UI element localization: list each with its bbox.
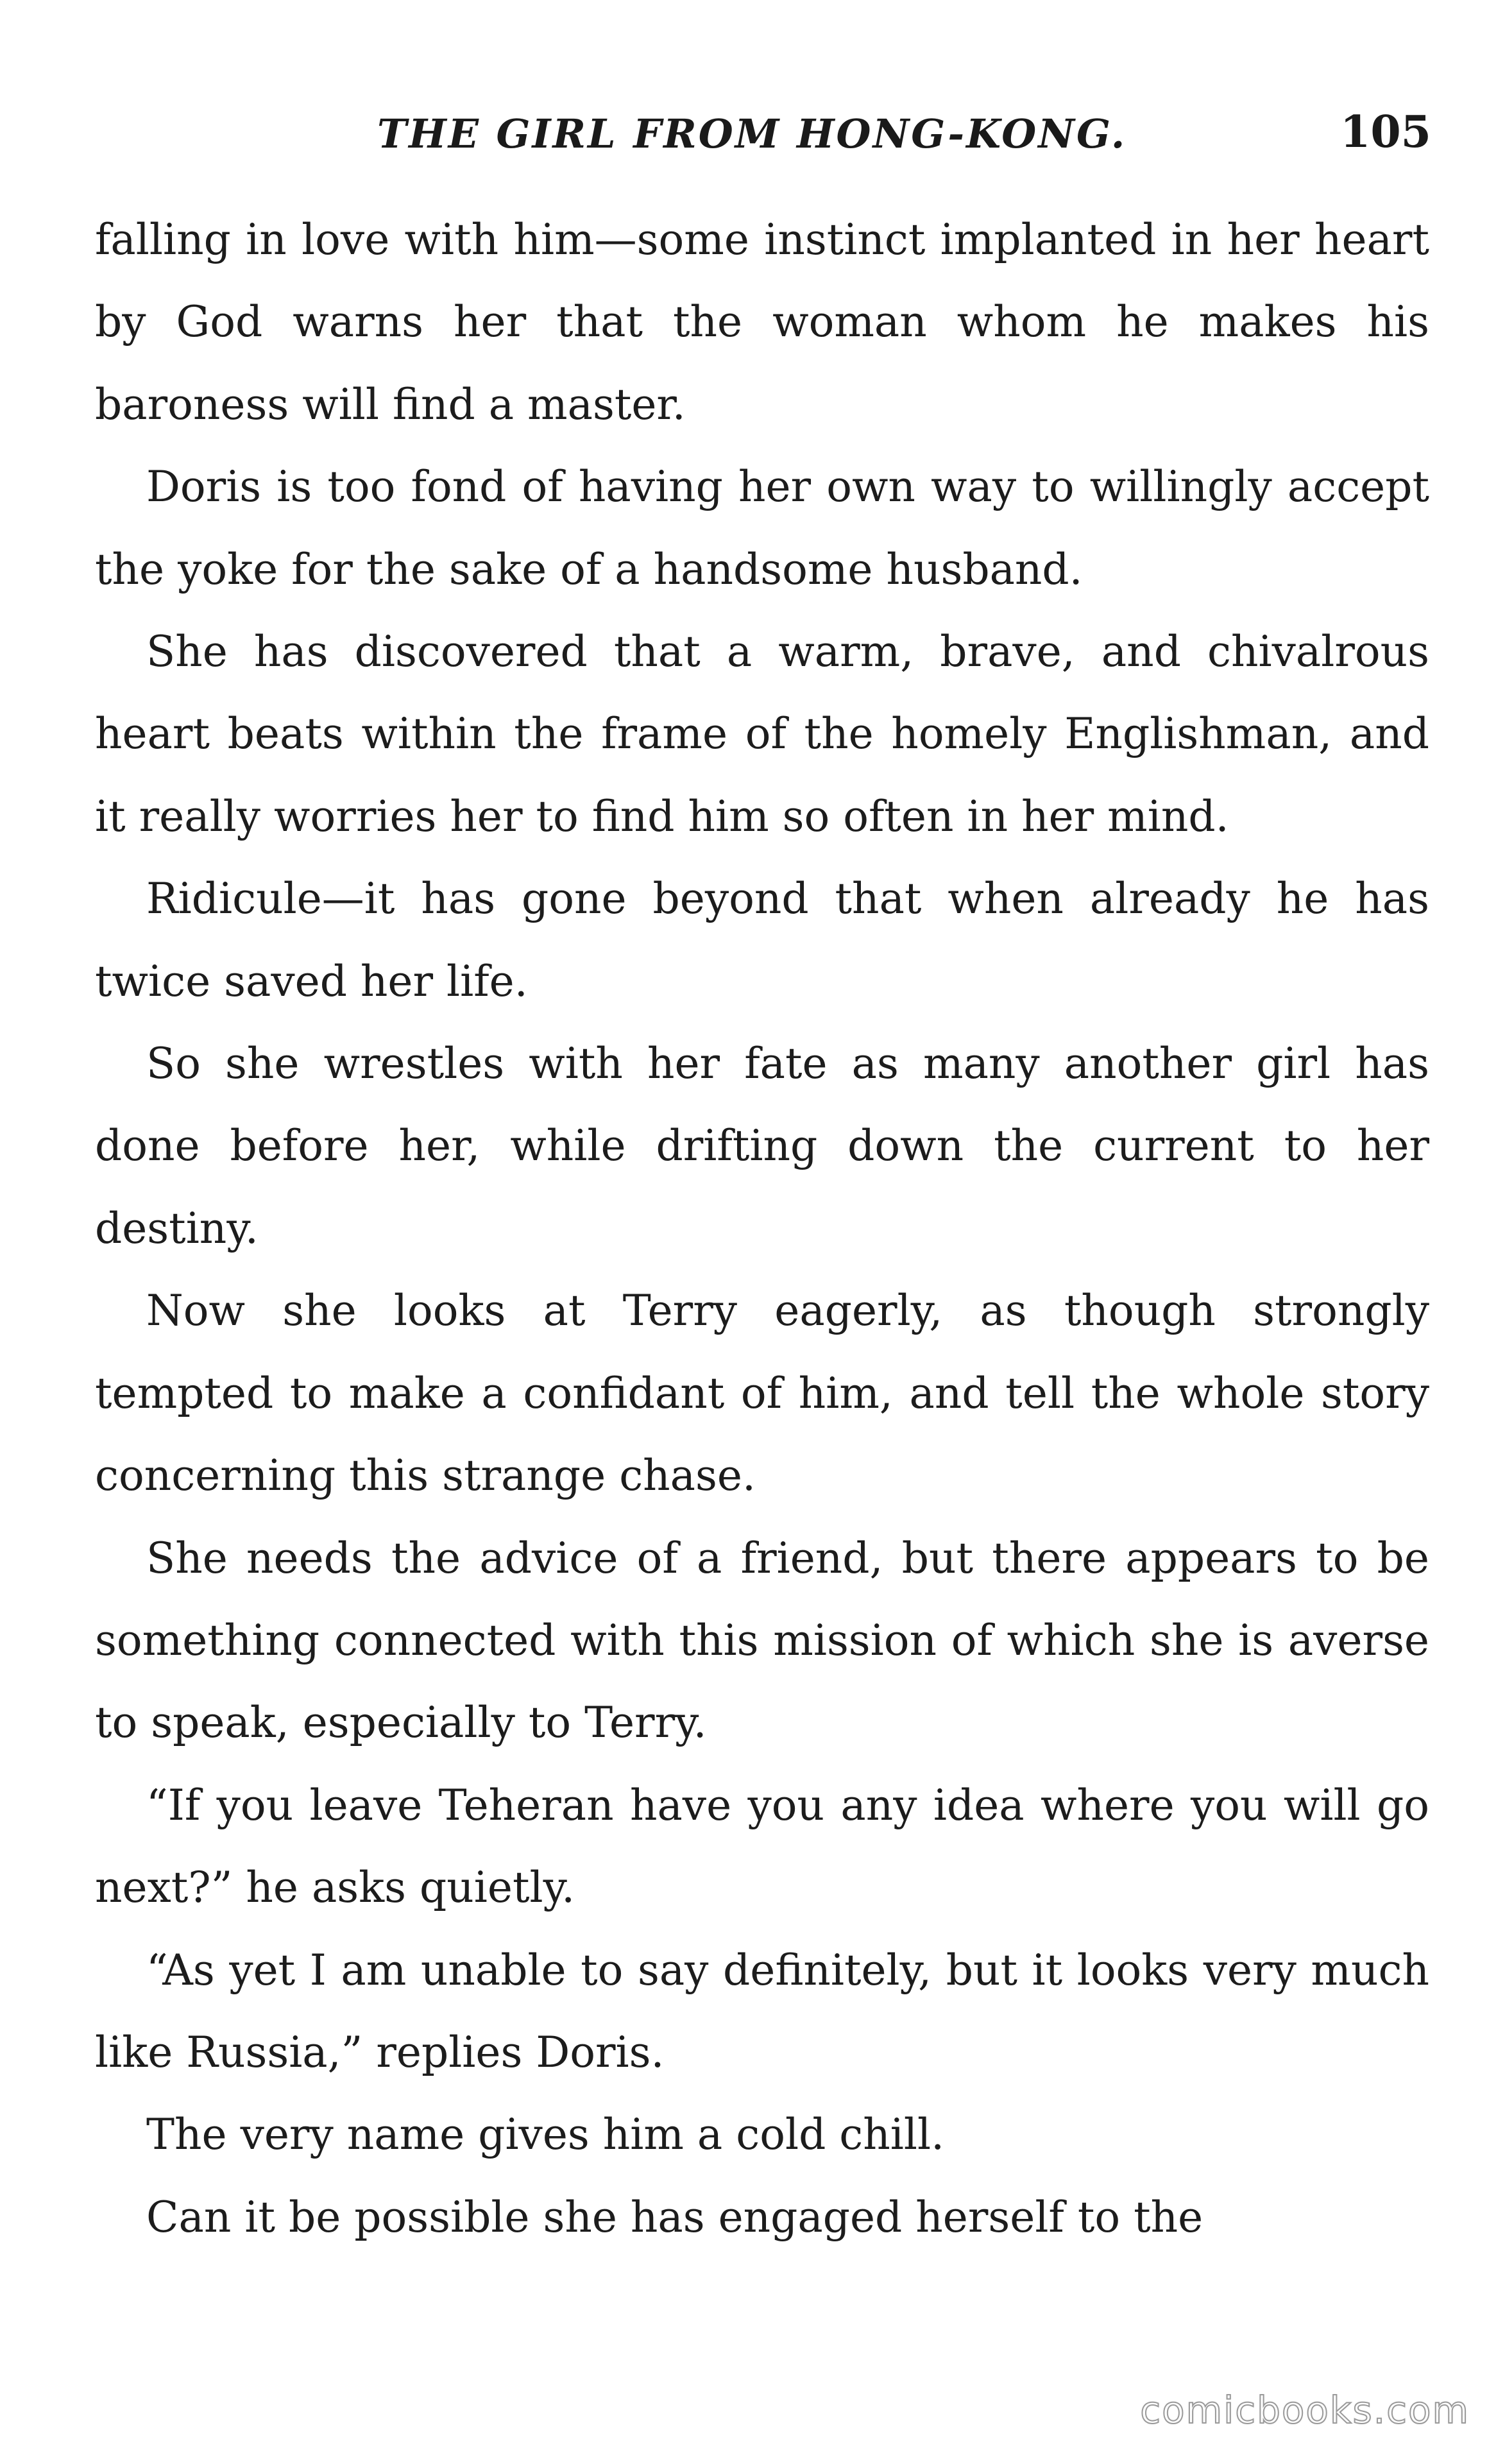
paragraph-7: She needs the advice of a friend, but there appears to be something connected with this mission of which she is averse to speak, especially to Terry. [95,1533,1429,1748]
watermark: comicbooks.com [1140,2388,1470,2432]
paragraph-2: Doris is too fond of having her own way to willingly accept the yoke for the sake of a handsome husband. [95,462,1429,594]
page-header [95,107,1431,162]
paragraph-11: Can it be possible she has engaged herself to the [146,2192,1203,2242]
body-text [95,199,1429,2259]
paragraph-9: “As yet I am unable to say definitely, but it looks very much like Russia,” replies Doris. [95,1945,1429,2077]
page-number: 105 [1340,107,1431,158]
paragraph-6: Now she looks at Terry eagerly, as though strongly tempted to make a confidant of him, and tell the whole story concerning this strange chase. [95,1286,1429,1501]
paragraph-1: falling in love with him—some instinct implanted in her heart by God warns her that the woman whom he makes his baroness will find a master. [95,215,1429,429]
paragraph-3: She has discovered that a warm, brave, and chivalrous heart beats within the frame of the homely Englishman, and it really worries her to find him so often in her mind. [95,627,1429,841]
paragraph-8: “If you leave Teheran have you any idea where you will go next?” he asks quietly. [95,1780,1429,1913]
running-title: THE GIRL FROM HONG-KONG. [377,110,1127,157]
paragraph-4: Ridicule—it has gone beyond that when already he has twice saved her life. [95,874,1429,1006]
paragraph-10: The very name gives him a cold chill. [146,2110,945,2160]
paragraph-5: So she wrestles with her fate as many another girl has done before her, while drifting down the current to her destiny. [95,1039,1429,1253]
